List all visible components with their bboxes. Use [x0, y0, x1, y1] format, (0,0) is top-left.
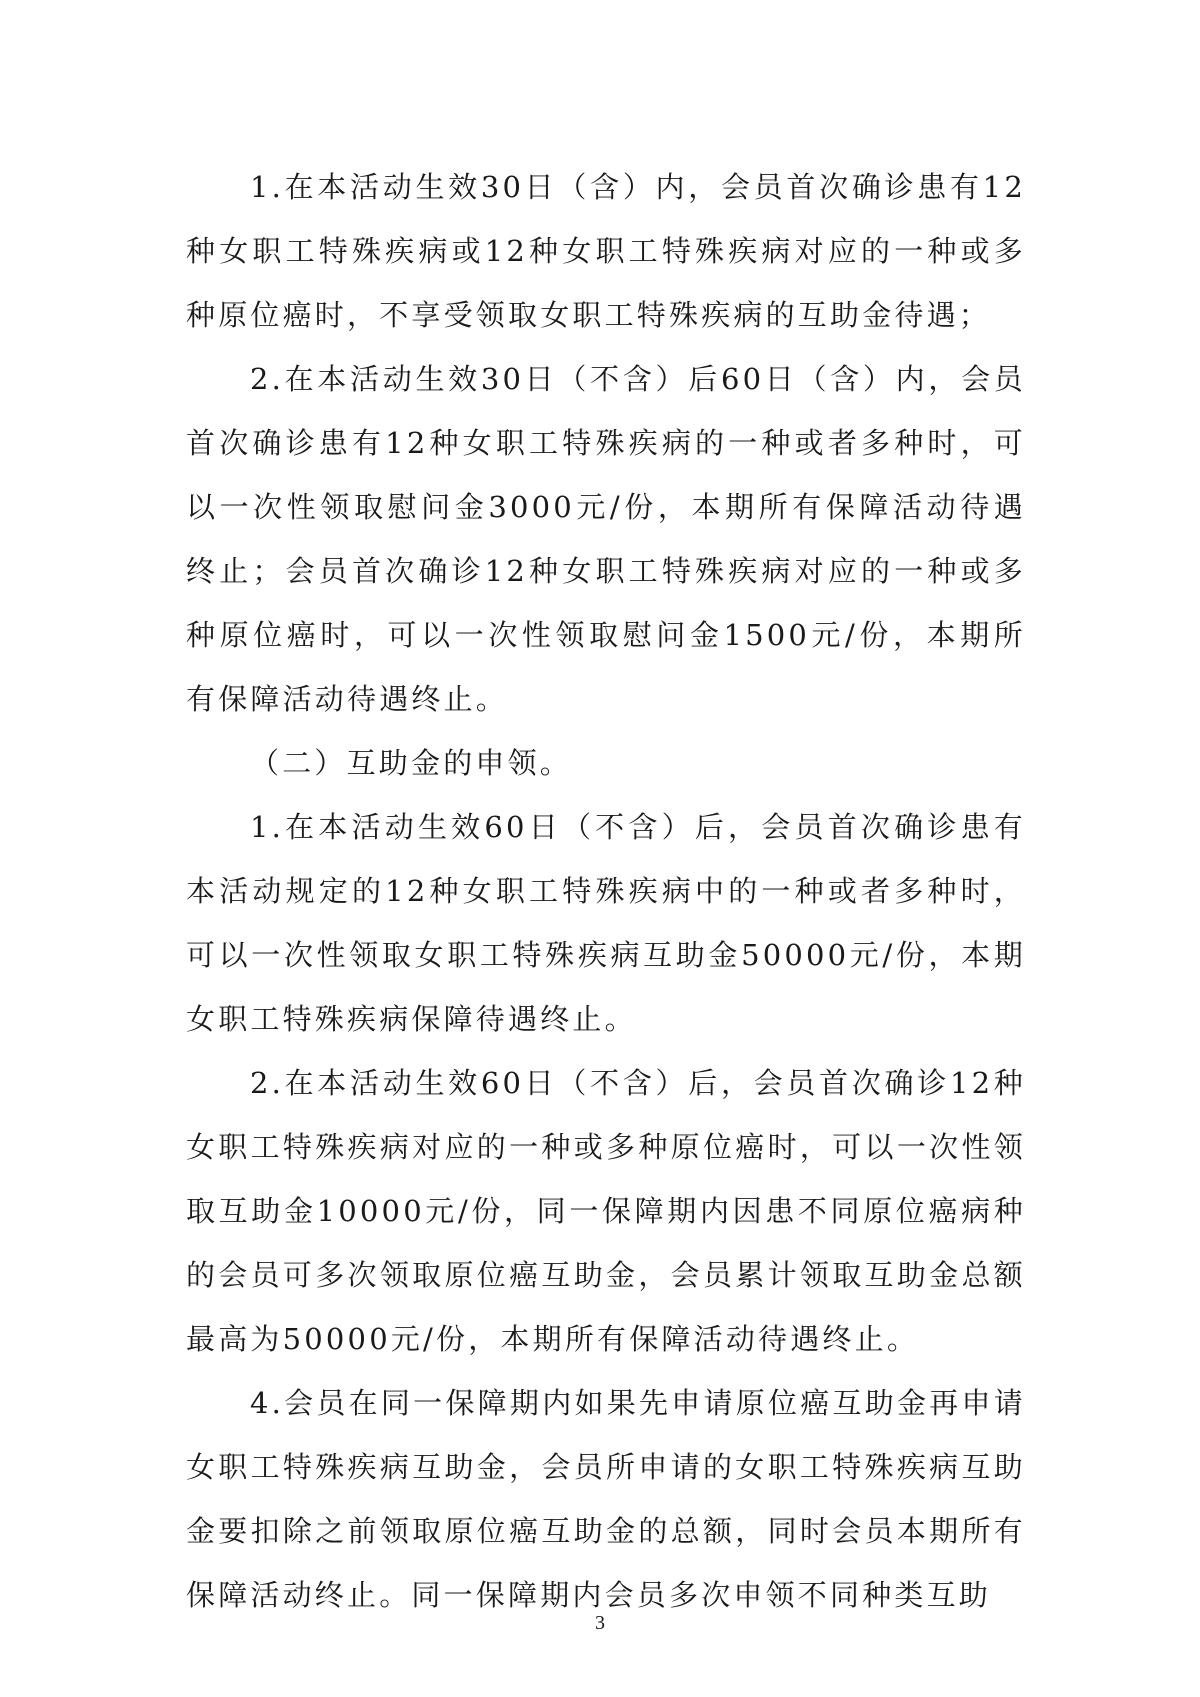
paragraph-item-2-waiting-period-60-days: 2.在本活动生效30日（不含）后60日（含）内，会员首次确诊患有12种女职工特殊疾病的一种或者多种时，可以一次性领取慰问金3000元/份，本期所有保障活动待遇终止；会员首次确诊12种女职工特殊疾病对应的一种或多种原位癌时，可以一次性领取慰问金1500元/份，本期所有保障活动待遇终止。: [186, 362, 1026, 716]
page-number: 3: [595, 1612, 605, 1634]
paragraph-claim-item-4: 4.会员在同一保障期内如果先申请原位癌互助金再申请女职工特殊疾病互助金，会员所申请的女职工特殊疾病互助金要扣除之前领取原位癌互助金的总额，同时会员本期所有保障活动终止。同一保障期内会员多次申领不同种类互助: [186, 1386, 1026, 1612]
paragraph-item-1-waiting-period-30-days: 1.在本活动生效30日（含）内，会员首次确诊患有12种女职工特殊疾病或12种女职工特殊疾病对应的一种或多种原位癌时，不享受领取女职工特殊疾病的互助金待遇；: [186, 170, 1026, 332]
paragraph-claim-item-1: 1.在本活动生效60日（不含）后，会员首次确诊患有本活动规定的12种女职工特殊疾病中的一种或者多种时，可以一次性领取女职工特殊疾病互助金50000元/份，本期女职工特殊疾病保障待遇终止。: [186, 810, 1026, 1036]
document-body: [186, 155, 1026, 1627]
section-heading-benefit-claim: （二）互助金的申领。: [250, 746, 573, 780]
paragraph-claim-item-2: 2.在本活动生效60日（不含）后，会员首次确诊12种女职工特殊疾病对应的一种或多种原位癌时，可以一次性领取互助金10000元/份，同一保障期内因患不同原位癌病种的会员可多次领取原位癌互助金，会员累计领取互助金总额最高为50000元/份，本期所有保障活动待遇终止。: [186, 1066, 1026, 1356]
